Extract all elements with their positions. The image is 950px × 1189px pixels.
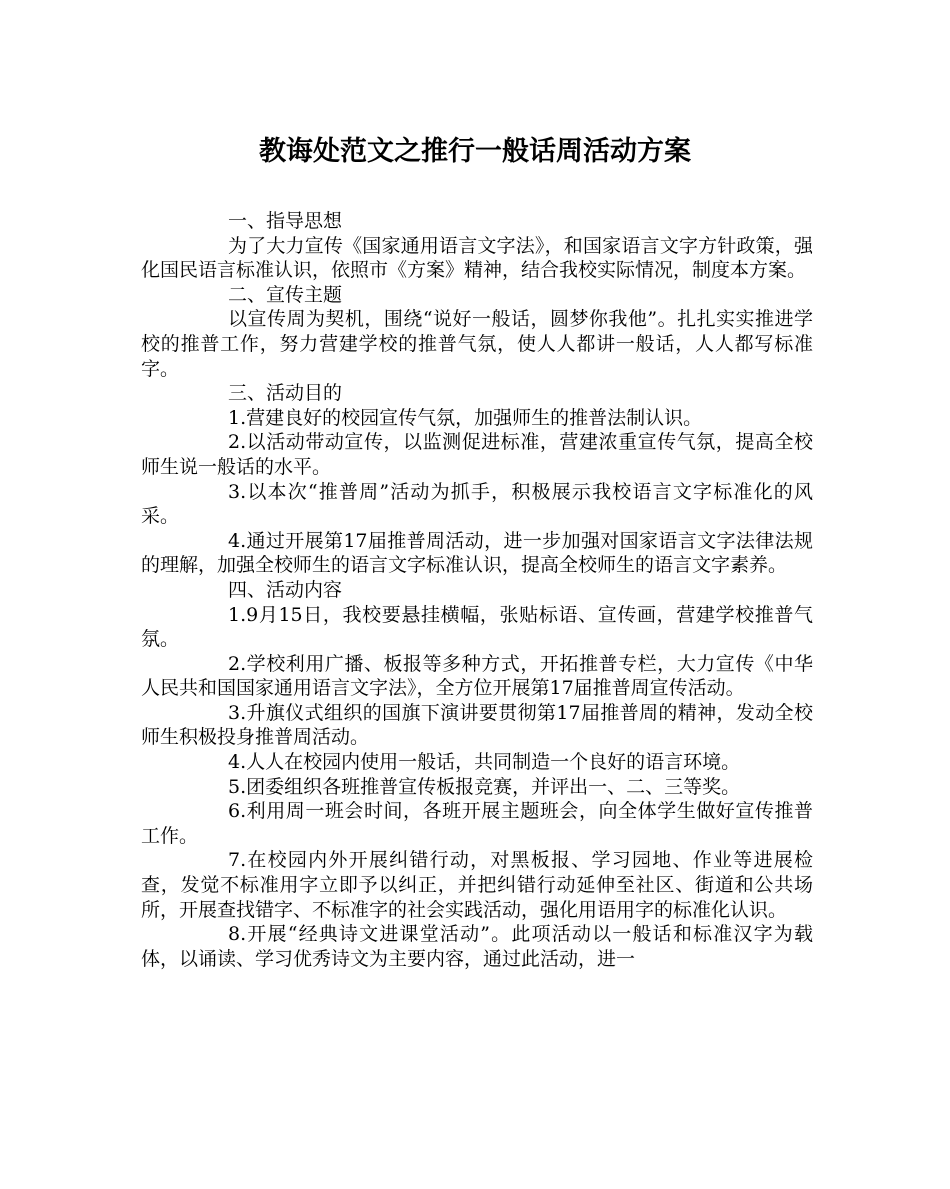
document-title: 教诲处范文之推行一般话周活动方案: [259, 136, 691, 167]
content-item-7: 7.在校园内外开展纠错行动，对黑板报、学习园地、作业等进展检查，发觉不标准用字立即予以纠正，并把纠错行动延伸至社区、街道和公共场所，开展查找错字、不标准字的社会实践活动，强化用语用字的标准化认识。: [141, 849, 813, 921]
purpose-item-1: 1.营建良好的校园宣传气氛，加强师生的推普法制认识。: [228, 406, 703, 429]
paragraph-guiding-ideology: 为了大力宣传《国家通用语言文字法》，和国家语言文字方针政策，强化国民语言标准认识，依照市《方案》精神，结合我校实际情况，制度本方案。: [141, 234, 813, 282]
purpose-item-4: 4.通过开展第17届推普周活动，进一步加强对国家语言文字法律法规的理解，加强全校师生的语言文字标准认识，提高全校师生的语言文字素养。: [141, 529, 813, 577]
content-item-2: 2.学校利用广播、板报等多种方式，开拓推普专栏，大力宣传《中华人民共和国国家通用语言文字法》，全方位开展第17届推普周宣传活动。: [141, 652, 813, 700]
heading-publicity-theme: 二、宣传主题: [228, 283, 343, 306]
content-item-5: 5.团委组织各班推普宣传板报竞赛，并评出一、二、三等奖。: [228, 775, 741, 798]
purpose-item-2: 2.以活动带动宣传，以监测促进标准，营建浓重宣传气氛，提高全校师生说一般话的水平。: [141, 431, 813, 478]
document-body: [141, 209, 813, 971]
content-item-3: 3.升旗仪式组织的国旗下演讲要贯彻第17届推普周的精神，发动全校师生积极投身推普周活动。: [141, 701, 813, 749]
purpose-item-3: 3.以本次“推普周”活动为抓手，积极展示我校语言文字标准化的风采。: [141, 480, 813, 528]
content-item-8: 8.开展“经典诗文进课堂活动”。此项活动以一般话和标准汉字为载体，以诵读、学习优秀诗文为主要内容，通过此活动，进一: [141, 923, 813, 970]
paragraph-publicity-theme: 以宣传周为契机，围绕“说好一般话，圆梦你我他”。扎扎实实推进学校的推普工作，努力营建学校的推普气氛，使人人都讲一般话，人人都写标准字。: [141, 308, 813, 380]
content-item-1: 1.9月15日，我校要悬挂横幅，张贴标语、宣传画，营建学校推普气氛。: [141, 603, 813, 651]
heading-activity-purpose: 三、活动目的: [228, 382, 343, 405]
heading-activity-content: 四、活动内容: [228, 578, 343, 601]
content-item-4: 4.人人在校园内使用一般话，共同制造一个良好的语言环境。: [228, 751, 741, 774]
heading-guiding-ideology: 一、指导思想: [228, 210, 343, 232]
content-item-6: 6.利用周一班会时间，各班开展主题班会，向全体学生做好宣传推普工作。: [141, 800, 813, 847]
